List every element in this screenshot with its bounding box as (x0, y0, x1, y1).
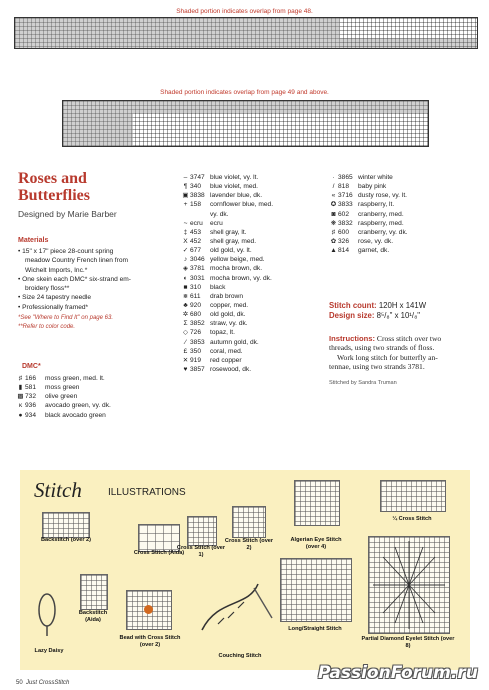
color-symbol: « (331, 192, 336, 200)
color-key-row (181, 338, 273, 347)
stitch-illustrations-panel (20, 470, 470, 670)
color-symbol: ✿ (330, 237, 337, 245)
materials-list: • 15" x 17" piece 28-count spring meadow Country French linen from Wichelt Imports, Inc.* • One skein each DMC* six-strand em- broidery floss** • Size 24 tapestry needle • Professionally framed* (18, 248, 131, 311)
backstitch-over2-diagram (42, 512, 90, 538)
dmc-number: 453 (190, 228, 202, 236)
color-symbol: ▣ (182, 192, 189, 200)
algerian-eye-diagram (294, 480, 340, 526)
color-key-row (181, 365, 273, 374)
color-symbol: ▮ (18, 384, 23, 392)
color-key-row (329, 228, 408, 237)
dmc-number: 310 (190, 283, 202, 291)
color-name: rosewood, dk. (210, 365, 252, 373)
color-name: cornflower blue, med. (210, 201, 274, 209)
couching-diagram (198, 578, 278, 638)
stitched-by-credit: Stitched by Sandra Truman (329, 380, 397, 386)
backstitch-over2-label: Backstitch (over 2) (40, 537, 92, 543)
color-key-row (181, 328, 273, 337)
color-name: topaz, lt. (210, 329, 235, 337)
materials-note-1: *See "Where to Find It" on page 63. (18, 315, 113, 321)
color-name: winter white (358, 174, 393, 181)
color-key-row (181, 319, 273, 328)
color-key-row (16, 401, 111, 410)
color-key-row (181, 182, 273, 191)
dmc-number: 452 (190, 237, 202, 245)
color-name: old gold, dk. (210, 311, 246, 319)
color-key-row (329, 219, 408, 228)
color-name: raspberry, med. (358, 219, 404, 227)
dmc-number: 920 (190, 301, 202, 309)
color-symbol: ◙ (331, 210, 336, 218)
color-symbol: ❋ (330, 219, 337, 227)
dmc-number: 600 (338, 228, 350, 236)
watermark: PassionForum.ru (318, 663, 478, 683)
cross-stitch-over2-diagram (232, 506, 266, 538)
color-key-row (16, 392, 111, 401)
color-key-row (181, 292, 273, 301)
dmc-number (190, 210, 210, 219)
color-symbol: £ (183, 347, 188, 355)
color-key-row (329, 237, 408, 246)
designer-credit: Designed by Marie Barber (18, 209, 117, 219)
dmc-number: 814 (338, 247, 350, 255)
color-symbol: X (183, 237, 188, 245)
color-name: raspberry, lt. (358, 201, 395, 209)
color-name: ecru (210, 219, 223, 227)
color-name: garnet, dk. (358, 247, 390, 255)
mid-chart-grid (62, 100, 429, 147)
color-key-row (181, 219, 273, 228)
quarter-cross-label: ¼ Cross Stitch (392, 516, 432, 522)
color-key-row (181, 264, 273, 273)
bead-cross-diagram (126, 590, 172, 630)
cross-stitch-over1-label: Cross Stitch (over 1) (176, 545, 226, 558)
color-key-row (181, 301, 273, 310)
color-key-row (181, 191, 273, 200)
dmc-number: 3781 (190, 265, 205, 273)
dmc-number: 936 (25, 402, 37, 410)
color-symbol: ✓ (182, 247, 189, 255)
color-symbol: ■ (183, 283, 188, 291)
dmc-number: 3046 (190, 256, 205, 264)
color-name: baby pink (358, 183, 387, 191)
cross-stitch-over2-label: Cross Stitch (over 2) (224, 538, 274, 551)
color-symbol: ✲ (182, 311, 189, 319)
backstitch-aida-diagram (80, 574, 108, 610)
color-key-row (329, 182, 408, 191)
dmc-number: ecru (190, 219, 203, 227)
color-name: black avocado green (45, 411, 106, 419)
dmc-number: 726 (190, 329, 202, 337)
dmc-number: 3716 (338, 192, 353, 200)
color-name: yellow beige, med. (210, 256, 265, 264)
color-name: black (210, 283, 226, 291)
color-name: blue violet, vy. lt. (210, 174, 259, 181)
color-symbol: ◐ (183, 274, 188, 282)
lazy-daisy-label: Lazy Daisy (34, 648, 64, 654)
color-name: mocha brown, dk. (210, 265, 263, 273)
color-symbol: ▲ (330, 247, 337, 255)
color-name: drab brown (210, 292, 243, 300)
color-name: moss green, med. lt. (45, 375, 105, 382)
color-key-row (181, 347, 273, 356)
stitch-count: Stitch count: 120H x 141W (329, 301, 427, 310)
color-symbol: – (183, 174, 188, 181)
color-symbol: ◇ (182, 329, 189, 337)
color-key-row (181, 200, 273, 209)
design-size: Design size: 8⁵/₈" x 10¹/₈" (329, 311, 421, 320)
color-symbol: / (332, 183, 335, 191)
color-key-right (329, 173, 408, 255)
color-key-row (181, 274, 273, 283)
color-name: cranberry, vy. dk. (358, 228, 408, 236)
pattern-title: Roses and Butterflies (18, 170, 90, 204)
dmc-number: 3031 (190, 274, 205, 282)
dmc-number: 732 (25, 393, 37, 401)
dmc-number: 340 (190, 183, 202, 191)
color-symbol: ♣ (183, 301, 188, 309)
color-symbol: ⁄ (184, 338, 187, 346)
diamond-eyelet-diagram (368, 536, 450, 634)
bead-icon (144, 605, 153, 614)
color-name: blue violet, med. (210, 183, 259, 191)
color-key-row (181, 356, 273, 365)
color-name: lavender blue, dk. (210, 192, 263, 200)
color-symbol (181, 210, 190, 219)
color-key-row (181, 246, 273, 255)
color-symbol: ♯ (18, 375, 23, 382)
dmc-number: 3747 (190, 174, 205, 181)
color-symbol: ¶ (183, 183, 188, 191)
cross-stitch-aida-label: Cross Stitch (Aida) (133, 550, 185, 556)
couching-label: Couching Stitch (218, 653, 262, 659)
dmc-number: 934 (25, 411, 37, 419)
color-key-row (181, 283, 273, 292)
quarter-cross-diagram (380, 480, 446, 512)
dmc-number: 3865 (338, 174, 353, 181)
dmc-number: 3832 (338, 219, 353, 227)
color-name: rose, vy. dk. (358, 237, 394, 245)
color-symbol: ⋇ (182, 292, 189, 300)
color-key-row (329, 200, 408, 209)
color-key-row (181, 228, 273, 237)
dmc-number: 158 (190, 201, 202, 209)
color-name: cranberry, med. (358, 210, 404, 218)
color-key-row (16, 383, 111, 392)
color-key-middle (181, 173, 273, 374)
dmc-number: 350 (190, 347, 202, 355)
color-symbol: ▩ (17, 393, 24, 401)
color-symbol: ~ (183, 219, 188, 227)
color-symbol: + (183, 201, 188, 209)
color-symbol: ♥ (183, 365, 188, 373)
color-name: old gold, vy. lt. (210, 247, 252, 255)
top-chart-grid (14, 17, 478, 49)
illustrations-title-caps: ILLUSTRATIONS (108, 487, 186, 498)
color-symbol: ◈ (182, 265, 189, 273)
color-key-row (181, 173, 273, 182)
color-symbol: ♪ (183, 256, 188, 264)
algerian-eye-label: Algerian Eye Stitch (over 4) (290, 537, 342, 550)
color-name: shell gray, lt. (210, 228, 247, 236)
color-symbol: · (332, 174, 335, 181)
cross-stitch-aida-diagram (138, 524, 180, 552)
color-key-row (329, 210, 408, 219)
color-key-row (329, 173, 408, 182)
color-key-row (16, 374, 111, 383)
color-symbol: κ (18, 402, 23, 410)
dmc-heading: DMC* (22, 363, 41, 370)
lazy-daisy-diagram (30, 588, 64, 638)
color-symbol: ● (18, 411, 23, 419)
color-key-row (181, 237, 273, 246)
top-chart-caption: Shaded portion indicates overlap from page 48. (176, 8, 313, 15)
dmc-number: 818 (338, 183, 350, 191)
mid-chart-caption: Shaded portion indicates overlap from page 49 and above. (160, 89, 329, 96)
color-key-left (16, 374, 111, 420)
instructions: Instructions: Cross stitch over two threads, using two strands of floss. Work long stitch for butterfly an- tennae, using two strands 3781. (329, 334, 442, 372)
diamond-eyelet-label: Partial Diamond Eyelet Stitch (over 8) (361, 636, 455, 649)
dmc-number: 611 (190, 292, 201, 300)
dmc-number: 677 (190, 247, 202, 255)
color-name: straw, vy. dk. (210, 320, 248, 328)
color-symbol: ♯ (331, 228, 336, 236)
dmc-number: 581 (25, 384, 37, 392)
dmc-number: 3857 (190, 365, 205, 373)
dmc-number: 3838 (190, 192, 205, 200)
long-straight-diagram (280, 558, 352, 622)
dmc-number: 326 (338, 237, 350, 245)
dmc-number: 602 (338, 210, 350, 218)
color-key-row (181, 210, 273, 219)
color-key-row (181, 255, 273, 264)
color-name: vy. dk. (210, 210, 229, 218)
dmc-number: 919 (190, 356, 202, 364)
dmc-number: 3852 (190, 320, 205, 328)
materials-heading: Materials (18, 237, 49, 244)
color-key-row (181, 310, 273, 319)
color-symbol: ✪ (330, 201, 337, 209)
color-name: mocha brown, vy. dk. (210, 274, 272, 282)
color-key-row (329, 191, 408, 200)
color-name: coral, med. (210, 347, 243, 355)
color-name: moss green (45, 384, 80, 392)
color-name: avocado green, vy. dk. (45, 402, 111, 410)
color-name: olive green (45, 393, 78, 401)
color-symbol: ‡ (183, 228, 188, 236)
color-name: shell gray, med. (210, 237, 257, 245)
color-symbol: ✕ (182, 356, 189, 364)
bead-cross-label: Bead with Cross Stitch (over 2) (119, 635, 181, 648)
color-name: autumn gold, dk. (210, 338, 259, 346)
cross-stitch-over1-diagram (187, 516, 217, 546)
color-name: copper, med. (210, 301, 249, 309)
color-name: red copper (210, 356, 242, 364)
illustrations-title-script: Stitch (34, 478, 82, 502)
color-key-row (329, 246, 408, 255)
footer: 50 Just CrossStitch (16, 680, 70, 686)
dmc-number: 3833 (338, 201, 353, 209)
dmc-number: 3853 (190, 338, 205, 346)
materials-note-2: **Refer to color code. (18, 324, 76, 330)
dmc-number: 166 (25, 375, 37, 382)
color-name: dusty rose, vy. lt. (358, 192, 407, 200)
color-key-row (16, 411, 111, 420)
long-straight-label: Long/Straight Stitch (288, 626, 342, 632)
dmc-number: 680 (190, 311, 202, 319)
color-symbol: Σ (183, 320, 188, 328)
backstitch-aida-label: Backstitch (Aida) (78, 610, 108, 623)
